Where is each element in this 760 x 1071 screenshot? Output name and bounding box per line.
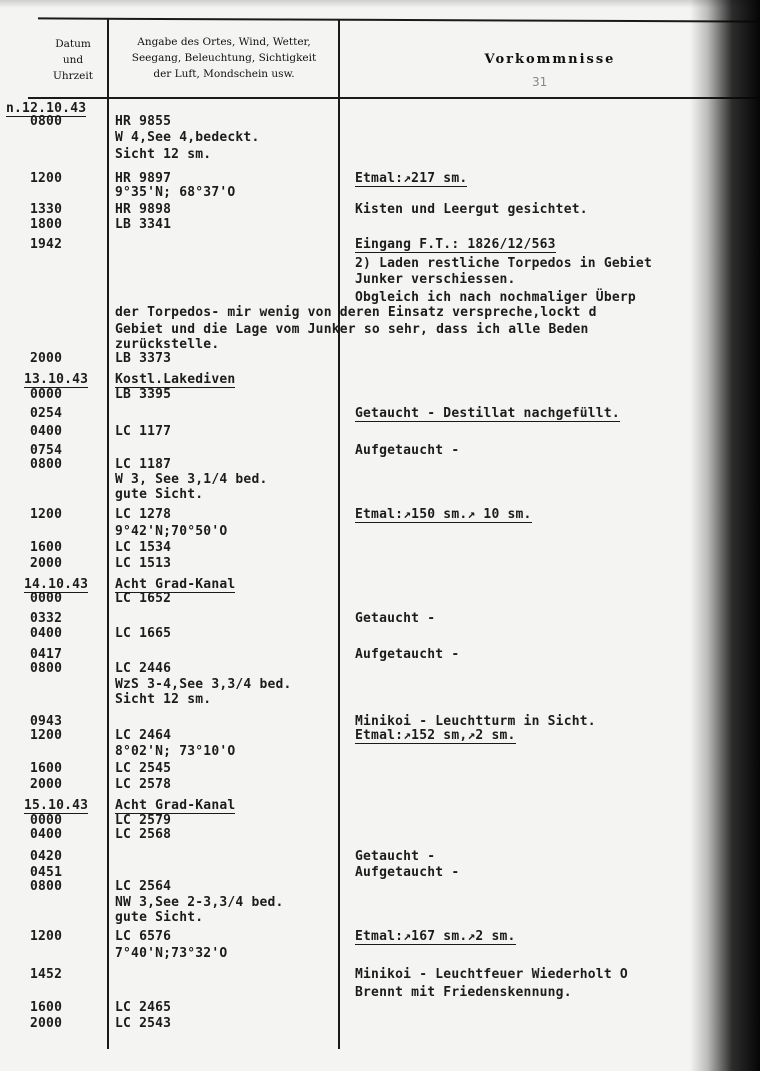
time-cell: 1800 (30, 217, 63, 232)
position-weather-cell: LC 2465 (115, 1000, 172, 1015)
event-cell: Eingang F.T.: 1826/12/563 (355, 237, 556, 252)
header-date-time (40, 36, 106, 84)
position-weather-cell: LC 1187 (115, 457, 172, 472)
event-cell: Etmal:↗150 sm.↗ 10 sm. (355, 507, 532, 522)
time-cell: 1600 (30, 761, 63, 776)
date-marker: 15.10.43 (24, 798, 89, 813)
position-weather-cell: LC 6576 (115, 929, 172, 944)
scan-binding-shadow (690, 0, 760, 1071)
time-cell: 1942 (30, 237, 63, 252)
time-cell: 0400 (30, 626, 63, 641)
time-cell: 1330 (30, 202, 63, 217)
time-cell: 1600 (30, 540, 63, 555)
position-weather-cell: Acht Grad-Kanal (115, 798, 236, 813)
position-weather-cell: Kostl.Lakediven (115, 372, 236, 387)
time-cell: 2000 (30, 1016, 63, 1031)
header-events: Vorkommnisse (484, 52, 616, 67)
spanning-note-line: der Torpedos- mir wenig von deren Einsatz verspreche,lockt d (115, 305, 597, 320)
pencil-folio-mark: 31 (532, 75, 548, 89)
header-col1-line1: Datum (55, 38, 91, 50)
column-divider-1 (107, 19, 109, 1049)
time-cell: 1200 (30, 507, 63, 522)
event-cell: Aufgetaucht - (355, 443, 460, 458)
event-cell: Aufgetaucht - (355, 865, 460, 880)
position-weather-cell: 8°02'N; 73°10'O (115, 744, 236, 759)
header-bottom-rule (28, 97, 760, 99)
event-cell: Minikoi - Leuchtturm in Sicht. (355, 714, 596, 729)
time-cell: 2000 (30, 351, 63, 366)
time-cell: 0754 (30, 443, 63, 458)
position-weather-cell: LC 2578 (115, 777, 172, 792)
time-cell: 2000 (30, 556, 63, 571)
date-marker: 13.10.43 (24, 372, 89, 387)
time-cell: 0400 (30, 424, 63, 439)
time-cell: 1200 (30, 929, 63, 944)
time-cell: 0000 (30, 813, 63, 828)
position-weather-cell: Acht Grad-Kanal (115, 577, 236, 592)
position-weather-cell: HR 9898 (115, 202, 172, 217)
header-col1-line2: und (62, 54, 84, 66)
event-cell: 2) Laden restliche Torpedos in Gebiet (355, 256, 652, 271)
position-weather-cell: LC 2464 (115, 728, 172, 743)
position-weather-cell: NW 3,See 2-3,3/4 bed. (115, 895, 284, 910)
time-cell: 1600 (30, 1000, 63, 1015)
position-weather-cell: LC 1665 (115, 626, 172, 641)
position-weather-cell: 9°35'N; 68°37'O (115, 185, 236, 200)
header-col2-line1: Angabe des Ortes, Wind, Wetter, (137, 36, 311, 48)
position-weather-cell: LC 2545 (115, 761, 172, 776)
date-marker: 14.10.43 (24, 577, 89, 592)
time-cell: 0400 (30, 827, 63, 842)
position-weather-cell: zurückstelle. (115, 337, 220, 352)
position-weather-cell: LC 2543 (115, 1016, 172, 1031)
time-cell: 1200 (30, 728, 63, 743)
top-rule (38, 17, 760, 22)
position-weather-cell: W 3, See 3,1/4 bed. (115, 472, 268, 487)
header-col2-line3: der Luft, Mondschein usw. (153, 68, 295, 80)
time-cell: 0451 (30, 865, 63, 880)
position-weather-cell: LC 1278 (115, 507, 172, 522)
event-cell: Etmal:↗152 sm,↗2 sm. (355, 728, 516, 743)
position-weather-cell: Sicht 12 sm. (115, 147, 212, 162)
position-weather-cell: LB 3373 (115, 351, 172, 366)
time-cell: 0000 (30, 591, 63, 606)
position-weather-cell: LC 2568 (115, 827, 172, 842)
time-cell: 0800 (30, 114, 63, 129)
time-cell: 0417 (30, 647, 63, 662)
position-weather-cell: LC 1177 (115, 424, 172, 439)
position-weather-cell: LC 1513 (115, 556, 172, 571)
event-cell: Obgleich ich nach nochmaliger Überp (355, 290, 636, 305)
position-weather-cell: LC 2579 (115, 813, 172, 828)
position-weather-cell: LC 1652 (115, 591, 172, 606)
column-divider-2 (338, 19, 340, 1049)
scan-top-shadow (0, 0, 760, 8)
position-weather-cell: gute Sicht. (115, 910, 204, 925)
time-cell: 0000 (30, 387, 63, 402)
event-cell: Getaucht - (355, 849, 436, 864)
position-weather-cell: 7°40'N;73°32'O (115, 946, 228, 961)
time-cell: 0800 (30, 661, 63, 676)
header-col1-line3: Uhrzeit (53, 70, 93, 82)
event-cell: Junker verschiessen. (355, 272, 516, 287)
position-weather-cell: LC 2564 (115, 879, 172, 894)
event-cell: Etmal:↗217 sm. (355, 171, 468, 186)
event-cell: Etmal:↗167 sm.↗2 sm. (355, 929, 516, 944)
event-cell: Aufgetaucht - (355, 647, 460, 662)
event-cell: Kisten und Leergut gesichtet. (355, 202, 588, 217)
time-cell: 2000 (30, 777, 63, 792)
header-col2-line2: Seegang, Beleuchtung, Sichtigkeit (131, 52, 317, 64)
time-cell: 1452 (30, 967, 63, 982)
time-cell: 0254 (30, 406, 63, 421)
position-weather-cell: LB 3395 (115, 387, 172, 402)
time-cell: 1200 (30, 171, 63, 186)
position-weather-cell: 9°42'N;70°50'O (115, 524, 228, 539)
event-cell: Getaucht - (355, 611, 436, 626)
date-marker: n.12.10.43 (6, 101, 87, 116)
spanning-note-line: Gebiet und die Lage vom Junker so sehr, dass ich alle Beden (115, 322, 589, 337)
position-weather-cell: LB 3341 (115, 217, 172, 232)
time-cell: 0332 (30, 611, 63, 626)
event-cell: Brennt mit Friedenskennung. (355, 985, 572, 1000)
position-weather-cell: W 4,See 4,bedeckt. (115, 130, 260, 145)
position-weather-cell: HR 9855 (115, 114, 172, 129)
position-weather-cell: HR 9897 (115, 171, 172, 186)
position-weather-cell: gute Sicht. (115, 487, 204, 502)
position-weather-cell: Sicht 12 sm. (115, 692, 212, 707)
position-weather-cell: LC 1534 (115, 540, 172, 555)
position-weather-cell: WzS 3-4,See 3,3/4 bed. (115, 677, 292, 692)
header-location-weather (110, 34, 338, 82)
time-cell: 0943 (30, 714, 63, 729)
time-cell: 0800 (30, 879, 63, 894)
time-cell: 0420 (30, 849, 63, 864)
event-cell: Minikoi - Leuchtfeuer Wiederholt O (355, 967, 628, 982)
time-cell: 0800 (30, 457, 63, 472)
event-cell: Getaucht - Destillat nachgefüllt. (355, 406, 620, 421)
position-weather-cell: LC 2446 (115, 661, 172, 676)
